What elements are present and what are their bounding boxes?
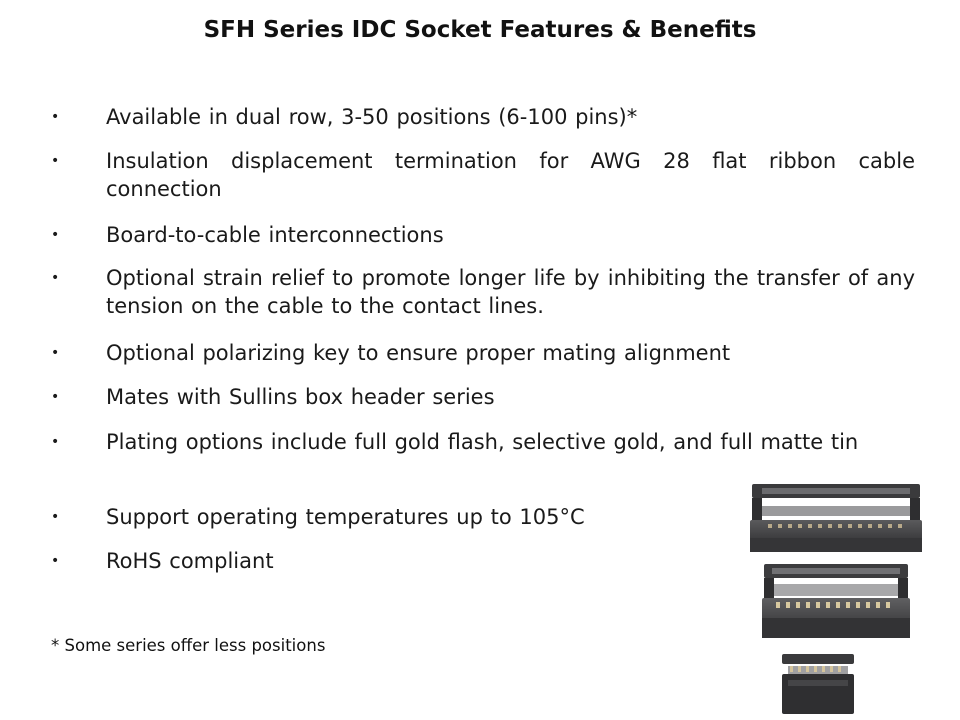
bullet-text: Optional strain relief to promote longer life by inhibiting the transfer of any tension on the cable to the contact lines. <box>106 266 915 318</box>
bullet-text: Available in dual row, 3-50 positions (6-100 pins)* <box>106 105 638 129</box>
bullet-icon: • <box>51 389 60 405</box>
bullet-text: Support operating temperatures up to 105°C <box>106 505 585 529</box>
bullet-icon: • <box>51 109 60 125</box>
bullet-text: Board-to-cable interconnections <box>106 223 444 247</box>
bullet-icon: • <box>51 227 60 243</box>
bullet-text: Plating options include full gold flash, selective gold, and full matte tin <box>106 430 859 454</box>
bullet-icon: • <box>51 434 60 450</box>
bullet-icon: • <box>51 345 60 361</box>
footnote: * Some series offer less positions <box>51 636 326 655</box>
idc-socket-large-image <box>748 482 924 558</box>
bullet-icon: • <box>51 509 60 525</box>
bullet-text: Mates with Sullins box header series <box>106 385 495 409</box>
idc-socket-small-image <box>780 652 856 716</box>
slide-title: SFH Series IDC Socket Features & Benefits <box>203 17 757 43</box>
idc-socket-medium-image <box>760 562 912 642</box>
bullet-icon: • <box>51 270 60 286</box>
bullet-icon: • <box>51 153 60 169</box>
bullet-text: Insulation displacement termination for AWG 28 flat ribbon cable connection <box>106 149 915 201</box>
bullet-icon: • <box>51 553 60 569</box>
bullet-text: Optional polarizing key to ensure proper mating alignment <box>106 341 731 365</box>
bullet-text: RoHS compliant <box>106 549 274 573</box>
